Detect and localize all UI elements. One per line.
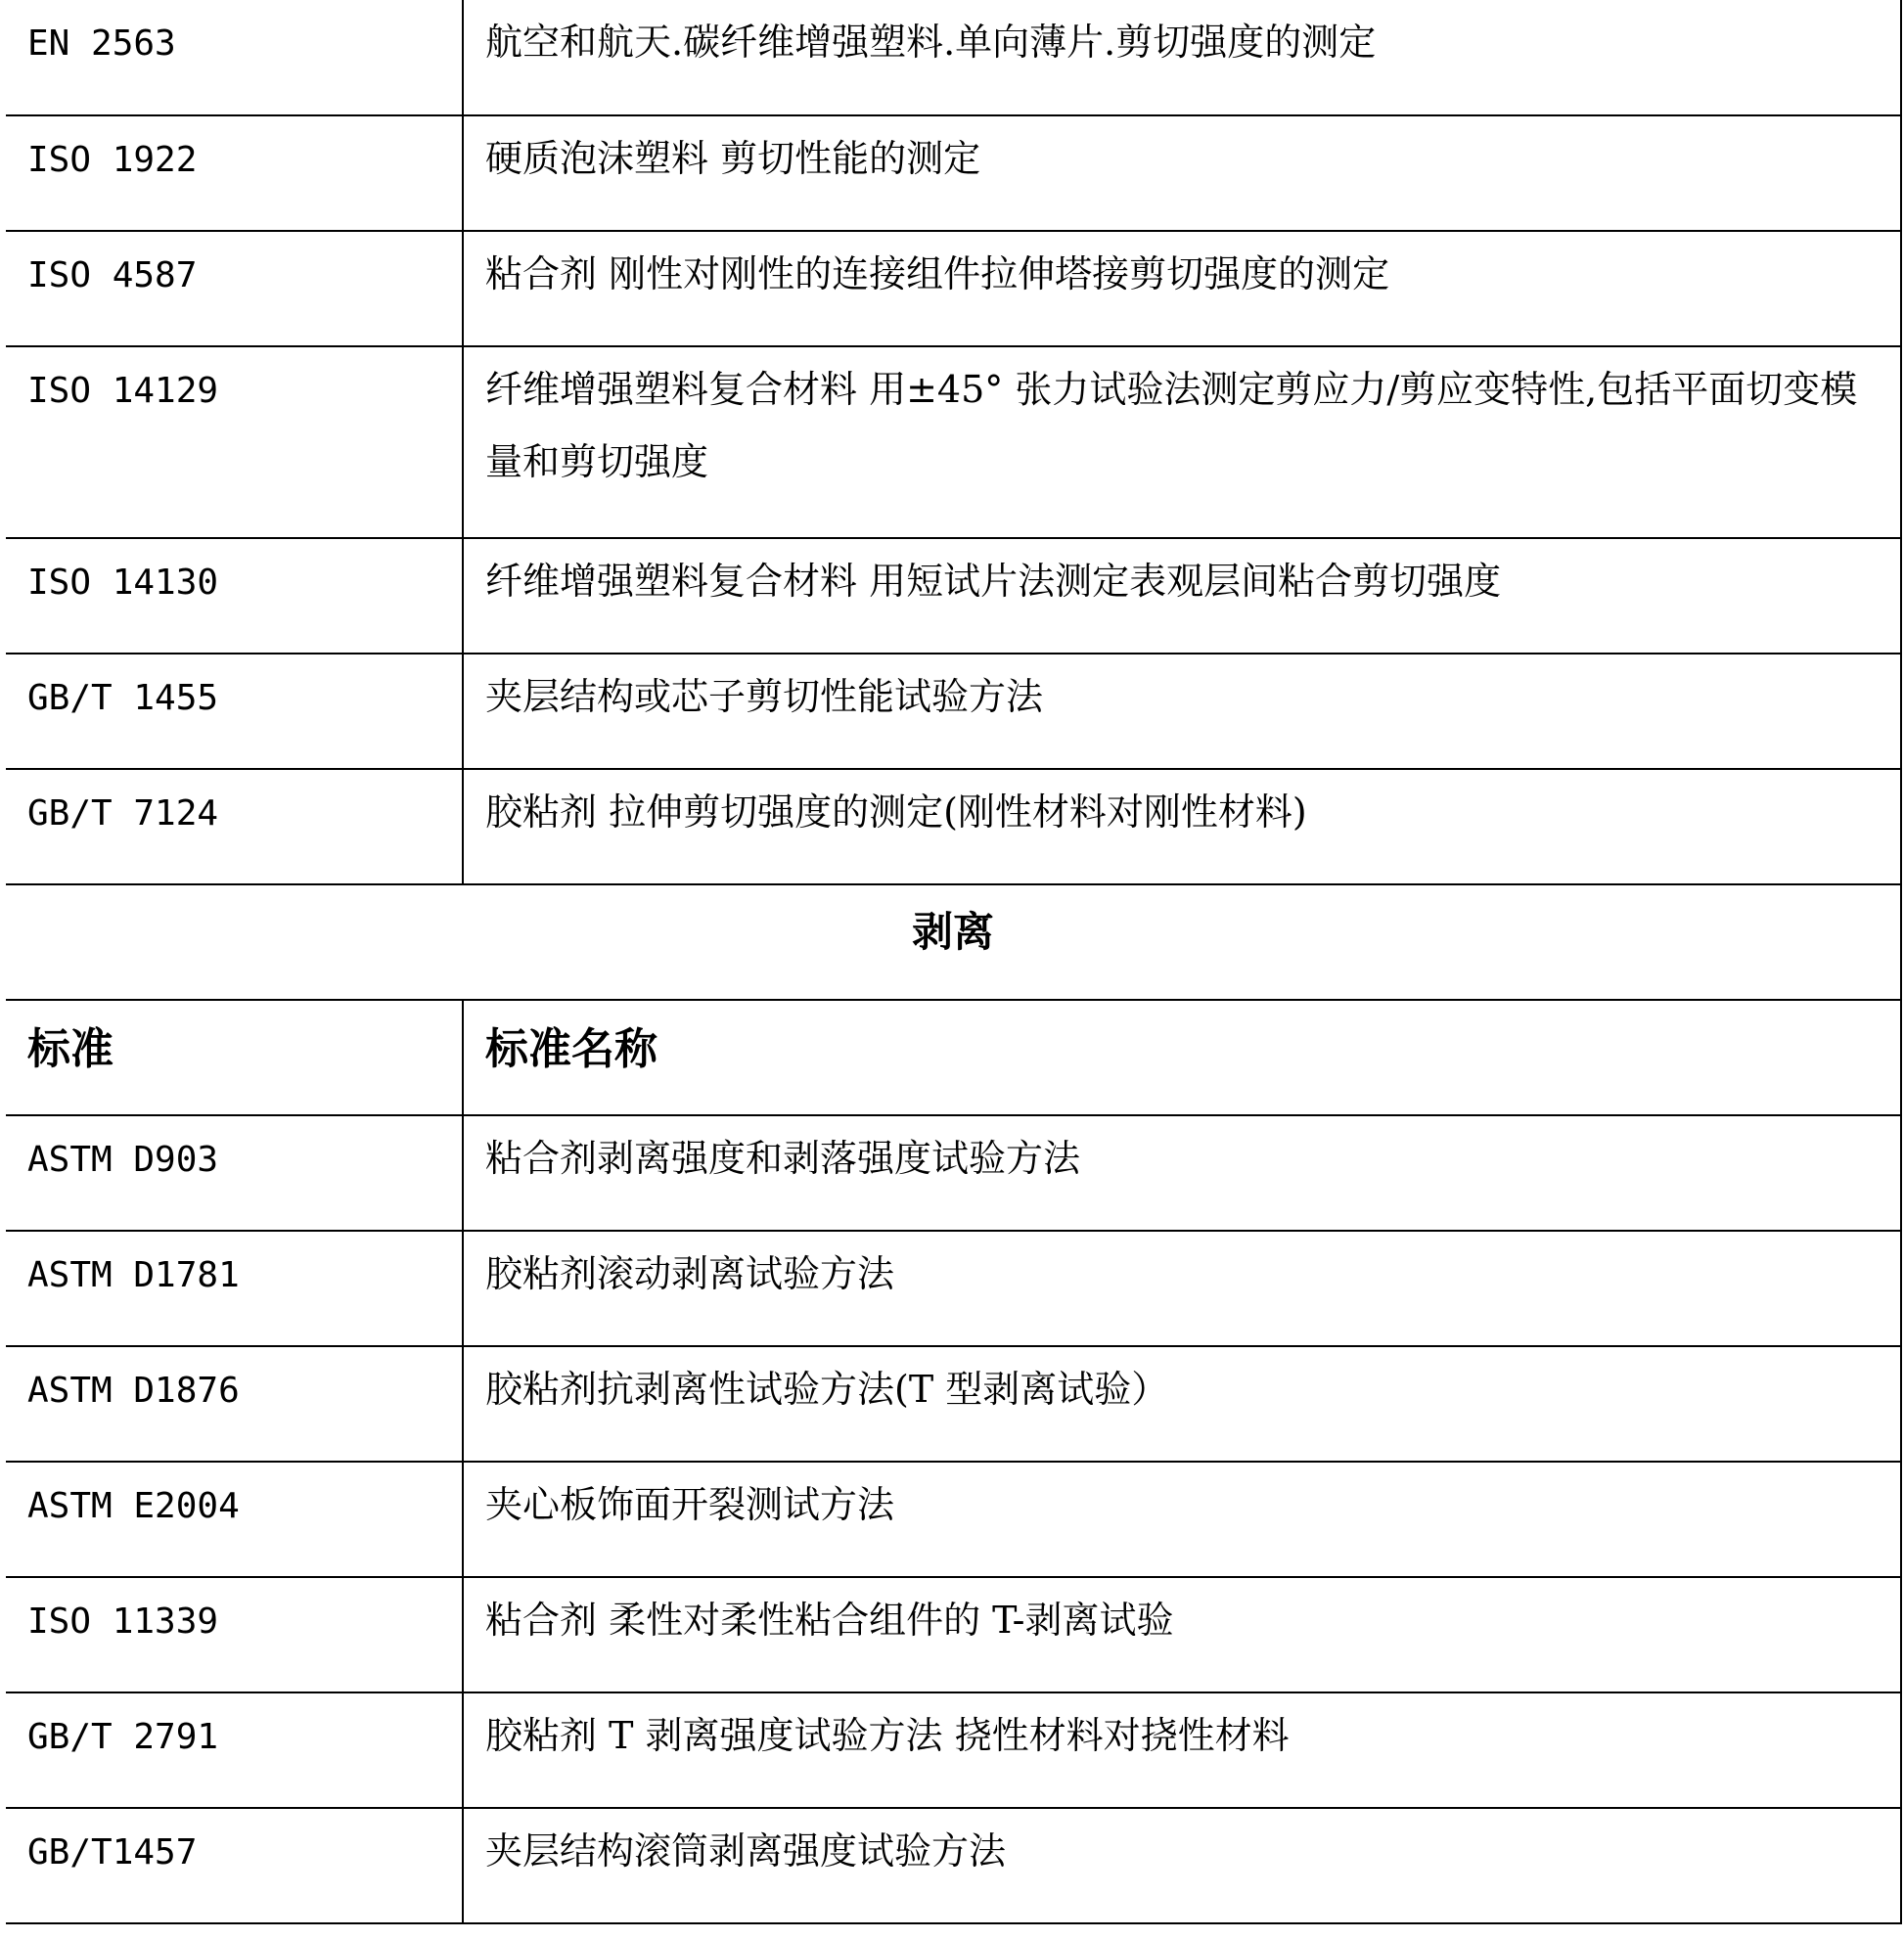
standard-name: 夹层结构滚筒剥离强度试验方法 [463, 1808, 1901, 1923]
table-row [6, 115, 1901, 231]
standard-code: ISO 14129 [6, 346, 463, 538]
table-row [6, 1808, 1901, 1923]
standard-code: ASTM E2004 [6, 1462, 463, 1577]
table-row [6, 1577, 1901, 1692]
standard-code: ISO 14130 [6, 538, 463, 654]
section-title-row [6, 884, 1901, 1000]
standard-code: GB/T 7124 [6, 769, 463, 884]
table-row [6, 1462, 1901, 1577]
table-row [6, 1231, 1901, 1346]
standards-table [6, 0, 1902, 1924]
standard-code: ISO 11339 [6, 1577, 463, 1692]
standard-name: 粘合剂 刚性对刚性的连接组件拉伸塔接剪切强度的测定 [463, 231, 1901, 346]
section-title: 剥离 [6, 884, 1901, 1000]
table-row [6, 1346, 1901, 1462]
standard-code: GB/T1457 [6, 1808, 463, 1923]
table-header-row [6, 1000, 1901, 1115]
standard-code: ASTM D903 [6, 1115, 463, 1231]
standard-name: 夹层结构或芯子剪切性能试验方法 [463, 654, 1901, 769]
table-row [6, 1692, 1901, 1808]
standard-name: 胶粘剂抗剥离性试验方法(T 型剥离试验） [463, 1346, 1901, 1462]
standard-code: ISO 4587 [6, 231, 463, 346]
standard-code: GB/T 2791 [6, 1692, 463, 1808]
standard-name: 胶粘剂 拉伸剪切强度的测定(刚性材料对刚性材料) [463, 769, 1901, 884]
standard-code: EN 2563 [6, 0, 463, 115]
standard-name: 胶粘剂 T 剥离强度试验方法 挠性材料对挠性材料 [463, 1692, 1901, 1808]
standard-code: ASTM D1781 [6, 1231, 463, 1346]
standard-code: GB/T 1455 [6, 654, 463, 769]
table-row [6, 538, 1901, 654]
standard-name: 夹心板饰面开裂测试方法 [463, 1462, 1901, 1577]
header-name: 标准名称 [463, 1000, 1901, 1115]
table-row [6, 1115, 1901, 1231]
table-row [6, 654, 1901, 769]
table-row [6, 769, 1901, 884]
standard-name: 航空和航天.碳纤维增强塑料.单向薄片.剪切强度的测定 [463, 0, 1901, 115]
standard-name: 硬质泡沫塑料 剪切性能的测定 [463, 115, 1901, 231]
standard-name: 粘合剂剥离强度和剥落强度试验方法 [463, 1115, 1901, 1231]
header-code: 标准 [6, 1000, 463, 1115]
standard-name: 胶粘剂滚动剥离试验方法 [463, 1231, 1901, 1346]
standard-name: 纤维增强塑料复合材料 用±45° 张力试验法测定剪应力/剪应变特性,包括平面切变模量和剪切强度 [463, 346, 1901, 538]
table-row [6, 231, 1901, 346]
table-row [6, 346, 1901, 538]
standard-code: ISO 1922 [6, 115, 463, 231]
standard-name: 纤维增强塑料复合材料 用短试片法测定表观层间粘合剪切强度 [463, 538, 1901, 654]
standard-name: 粘合剂 柔性对柔性粘合组件的 T-剥离试验 [463, 1577, 1901, 1692]
table-row [6, 0, 1901, 115]
standard-code: ASTM D1876 [6, 1346, 463, 1462]
